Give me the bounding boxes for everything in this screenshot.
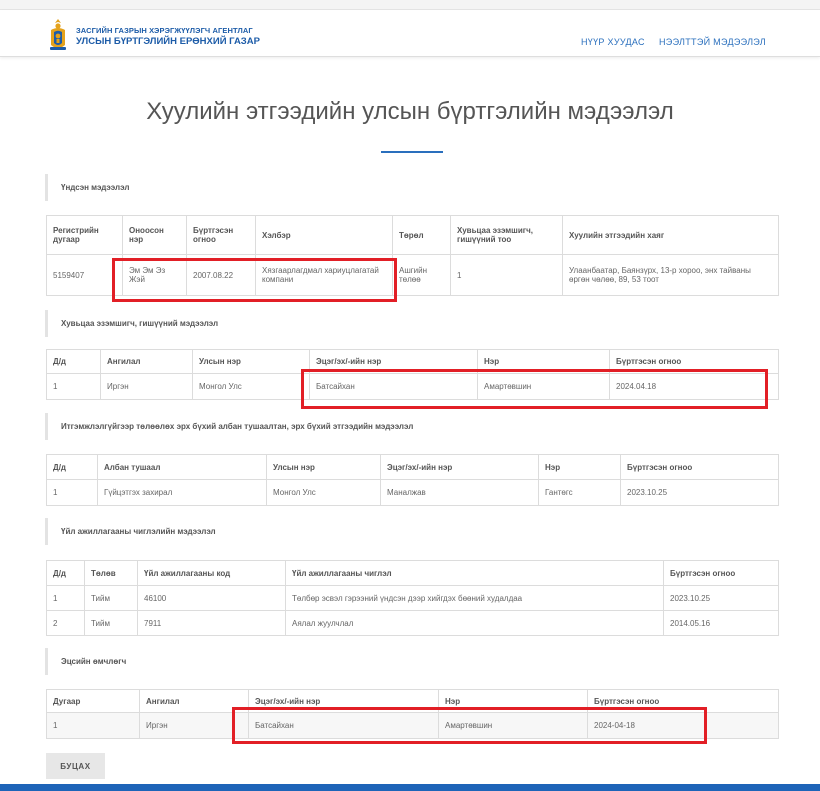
surname-cell: Батсайхан bbox=[249, 713, 439, 739]
column-header: Төрөл bbox=[393, 216, 451, 255]
activity-code-cell: 7911 bbox=[138, 611, 286, 636]
column-header: Д/д bbox=[47, 561, 85, 586]
section-heading-basic: Үндсэн мэдээлэл bbox=[45, 174, 778, 201]
nav-home-link[interactable]: НҮҮР ХУУДАС bbox=[581, 37, 645, 47]
top-strip bbox=[0, 0, 820, 10]
column-header: Нэр bbox=[478, 350, 610, 374]
column-header: Бүртгэсэн огноо bbox=[610, 350, 779, 374]
company-name-cell: Эм Эм Эз Жэй bbox=[123, 255, 187, 296]
position-cell: Гүйцэтгэх захирал bbox=[98, 480, 267, 506]
company-form-cell: Хязгаарлагдмал хариуцлагатай компани bbox=[256, 255, 393, 296]
table-row bbox=[47, 374, 779, 400]
column-header: Оноосон нэр bbox=[123, 216, 187, 255]
agency-emblem-icon[interactable] bbox=[47, 18, 69, 52]
agency-name[interactable]: УЛСЫН БҮРТГЭЛИЙН ЕРӨНХИЙ ГАЗАР bbox=[76, 36, 260, 47]
surname-cell: Маналжав bbox=[381, 480, 539, 506]
activity-code-cell: 46100 bbox=[138, 586, 286, 611]
column-header: Хувьцаа эзэмшигч, гишүүний тоо bbox=[451, 216, 563, 255]
registered-date-cell: 2023.10.25 bbox=[621, 480, 779, 506]
country-cell: Монгол Улс bbox=[267, 480, 381, 506]
activity-description-cell: Төлбөр эсвэл гэрээний үндсэн дээр хийгдэх бөөний худалдаа bbox=[286, 586, 664, 611]
registered-date-cell: 2024.04.18 bbox=[610, 374, 779, 400]
column-header: Үйл ажиллагааны чиглэл bbox=[286, 561, 664, 586]
column-header: Бүртгэсэн огноо bbox=[187, 216, 256, 255]
column-header: Бүртгэсэн огноо bbox=[588, 690, 779, 713]
column-header: Төлөв bbox=[85, 561, 138, 586]
column-header: Эцэг/эх/-ийн нэр bbox=[310, 350, 478, 374]
table-header-row bbox=[47, 216, 779, 255]
column-header: Улсын нэр bbox=[193, 350, 310, 374]
site-header bbox=[0, 10, 820, 57]
footer-bar bbox=[0, 784, 820, 791]
table-header-row bbox=[47, 561, 779, 586]
registered-date-cell: 2024-04-18 bbox=[588, 713, 779, 739]
company-type-cell: Ашгийн төлөө bbox=[393, 255, 451, 296]
column-header: Үйл ажиллагааны код bbox=[138, 561, 286, 586]
column-header: Дугаар bbox=[47, 690, 140, 713]
column-header: Улсын нэр bbox=[267, 455, 381, 480]
status-cell: Тийм bbox=[85, 611, 138, 636]
row-index-cell: 1 bbox=[47, 374, 101, 400]
column-header: Эцэг/эх/-ийн нэр bbox=[381, 455, 539, 480]
column-header: Д/д bbox=[47, 455, 98, 480]
given-name-cell: Гантөгс bbox=[539, 480, 621, 506]
column-header: Нэр bbox=[539, 455, 621, 480]
section-heading-activities: Үйл ажиллагааны чиглэлийн мэдээлэл bbox=[45, 518, 778, 545]
column-header: Регистрийн дугаар bbox=[47, 216, 123, 255]
row-index-cell: 1 bbox=[47, 713, 140, 739]
registered-date-cell: 2023.10.25 bbox=[664, 586, 779, 611]
table-header-row bbox=[47, 350, 779, 374]
shareholders-table bbox=[46, 349, 779, 400]
row-index-cell: 1 bbox=[47, 480, 98, 506]
column-header: Эцэг/эх/-ийн нэр bbox=[249, 690, 439, 713]
column-header: Д/д bbox=[47, 350, 101, 374]
shareholder-count-cell: 1 bbox=[451, 255, 563, 296]
given-name-cell: Амартөвшин bbox=[478, 374, 610, 400]
register-number-cell: 5159407 bbox=[47, 255, 123, 296]
column-header: Бүртгэсэн огноо bbox=[664, 561, 779, 586]
officials-table bbox=[46, 454, 779, 506]
table-header-row bbox=[47, 455, 779, 480]
registered-date-cell: 2014.05.16 bbox=[664, 611, 779, 636]
table-row bbox=[47, 255, 779, 296]
table-row bbox=[47, 611, 779, 636]
row-index-cell: 2 bbox=[47, 611, 85, 636]
column-header: Бүртгэсэн огноо bbox=[621, 455, 779, 480]
section-heading-officials: Итгэмжлэлгүйгээр төлөөлөх эрх бүхий албан тушаалтан, эрх бүхий этгээдийн мэдээлэл bbox=[45, 413, 778, 440]
nav-open-info-link[interactable]: НЭЭЛТТЭЙ МЭДЭЭЛЭЛ bbox=[659, 37, 766, 47]
row-index-cell: 1 bbox=[47, 586, 85, 611]
registered-date-cell: 2007.08.22 bbox=[187, 255, 256, 296]
table-row bbox=[47, 586, 779, 611]
section-heading-shareholders: Хувьцаа эзэмшигч, гишүүний мэдээлэл bbox=[45, 310, 778, 337]
column-header: Хэлбэр bbox=[256, 216, 393, 255]
category-cell: Иргэн bbox=[140, 713, 249, 739]
section-heading-owner: Эцсийн өмчлөгч bbox=[45, 648, 778, 675]
column-header: Нэр bbox=[439, 690, 588, 713]
column-header: Хуулийн этгээдийн хаяг bbox=[563, 216, 779, 255]
status-cell: Тийм bbox=[85, 586, 138, 611]
category-cell: Иргэн bbox=[101, 374, 193, 400]
owner-table bbox=[46, 689, 779, 739]
column-header: Ангилал bbox=[101, 350, 193, 374]
title-underline bbox=[381, 151, 443, 153]
table-row bbox=[47, 713, 779, 739]
column-header: Ангилал bbox=[140, 690, 249, 713]
back-button[interactable]: БУЦАХ bbox=[46, 753, 105, 779]
given-name-cell: Амартөвшин bbox=[439, 713, 588, 739]
page-title: Хуулийн этгээдийн улсын бүртгэлийн мэдээлэл bbox=[146, 98, 674, 125]
table-row bbox=[47, 480, 779, 506]
column-header: Албан тушаал bbox=[98, 455, 267, 480]
country-cell: Монгол Улс bbox=[193, 374, 310, 400]
surname-cell: Батсайхан bbox=[310, 374, 478, 400]
activities-table bbox=[46, 560, 779, 636]
activity-description-cell: Аялал жуулчлал bbox=[286, 611, 664, 636]
agency-subtitle: ЗАСГИЙН ГАЗРЫН ХЭРЭГЖҮҮЛЭГЧ АГЕНТЛАГ bbox=[76, 26, 253, 35]
address-cell: Улаанбаатар, Баянзүрх, 13-р хороо, энх тайваны өргөн чөлөө, 89, 53 тоот bbox=[563, 255, 779, 296]
basic-info-table bbox=[46, 215, 779, 296]
table-header-row bbox=[47, 690, 779, 713]
